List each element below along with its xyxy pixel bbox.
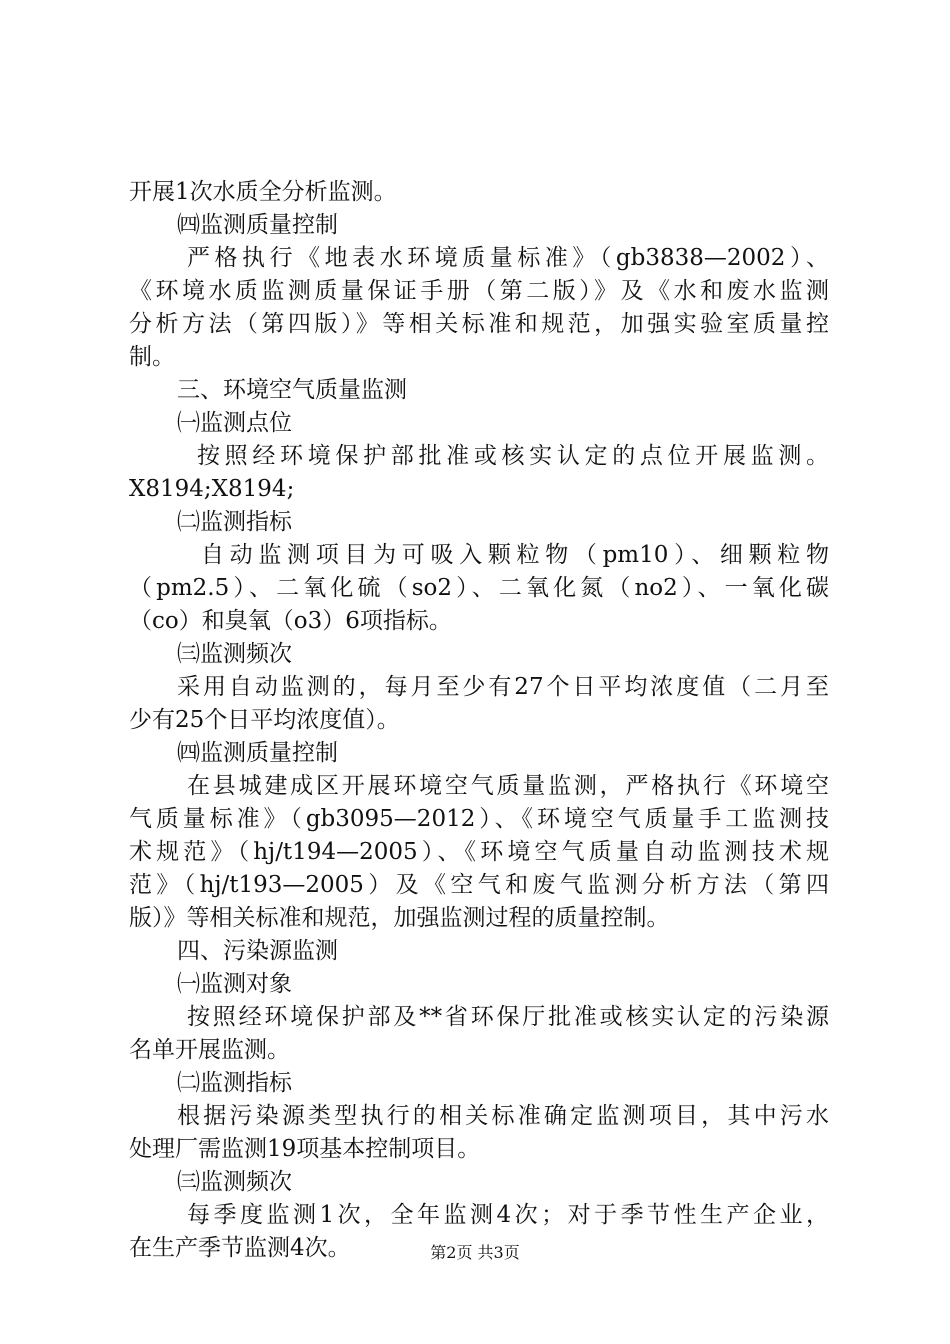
text-line: 按照经环境保护部批准或核实认定的点位开展监测。	[197, 443, 829, 469]
page-footer	[0, 1241, 950, 1265]
text-line: 处理厂需监测19项基本控制项目。	[129, 1136, 481, 1162]
text-line: 根据污染源类型执行的相关标准确定监测项目，其中污水	[177, 1103, 829, 1129]
section-heading: ㈠监测对象	[177, 971, 292, 997]
text-line: 每季度监测1次，全年监测4次；对于季节性生产企业，	[187, 1202, 829, 1228]
text-line: 自动监测项目为可吸入颗粒物（pm10）、细颗粒物	[201, 542, 829, 568]
text-line: X8194;X8194;	[129, 476, 295, 502]
text-line: 制。	[129, 344, 175, 370]
text-line: 气质量标准》（gb3095—2012）、《环境空气质量手工监测技	[129, 806, 829, 832]
text-line: 开展1次水质全分析监测。	[129, 179, 397, 205]
chapter-heading: 四、污染源监测	[177, 938, 338, 964]
text-line: 术规范》（hj/t194—2005）、《环境空气质量自动监测技术规	[129, 839, 829, 865]
text-line: 采用自动监测的，每月至少有27个日平均浓度值（二月至	[177, 674, 829, 700]
text-line: 范》（hj/t193—2005）及《空气和废气监测分析方法（第四	[129, 872, 829, 898]
text-line: 严格执行《地表水环境质量标准》（gb3838—2002）、	[187, 245, 829, 271]
document-body	[129, 176, 829, 1265]
text-line: 《环境水质监测质量保证手册（第二版）》及《水和废水监测	[129, 278, 829, 304]
section-heading: ㈣监测质量控制	[177, 740, 338, 766]
section-heading: ㈢监测频次	[177, 1169, 292, 1195]
page-number: 第2页 共3页	[430, 1243, 520, 1262]
section-heading: ㈡监测指标	[177, 1070, 292, 1096]
section-heading: ㈣监测质量控制	[177, 212, 338, 238]
chapter-heading: 三、环境空气质量监测	[177, 377, 407, 403]
text-line: 在生产季节监测4次。	[129, 1235, 351, 1261]
text-line: 按照经环境保护部及**省环保厅批准或核实认定的污染源	[187, 1004, 829, 1030]
text-line: 版）》等相关标准和规范，加强监测过程的质量控制。	[129, 905, 670, 931]
text-line: 分析方法（第四版）》等相关标准和规范，加强实验室质量控	[129, 311, 829, 337]
text-line: （co）和臭氧（o3）6项指标。	[129, 608, 452, 634]
text-line: 少有25个日平均浓度值）。	[129, 707, 400, 733]
text-line: 在县城建成区开展环境空气质量监测，严格执行《环境空	[187, 773, 829, 799]
text-line: （pm2.5）、二氧化硫（so2）、二氧化氮（no2）、一氧化碳	[129, 575, 829, 601]
text-line: 名单开展监测。	[129, 1037, 290, 1063]
section-heading: ㈡监测指标	[177, 509, 292, 535]
section-heading: ㈠监测点位	[177, 410, 292, 436]
section-heading: ㈢监测频次	[177, 641, 292, 667]
